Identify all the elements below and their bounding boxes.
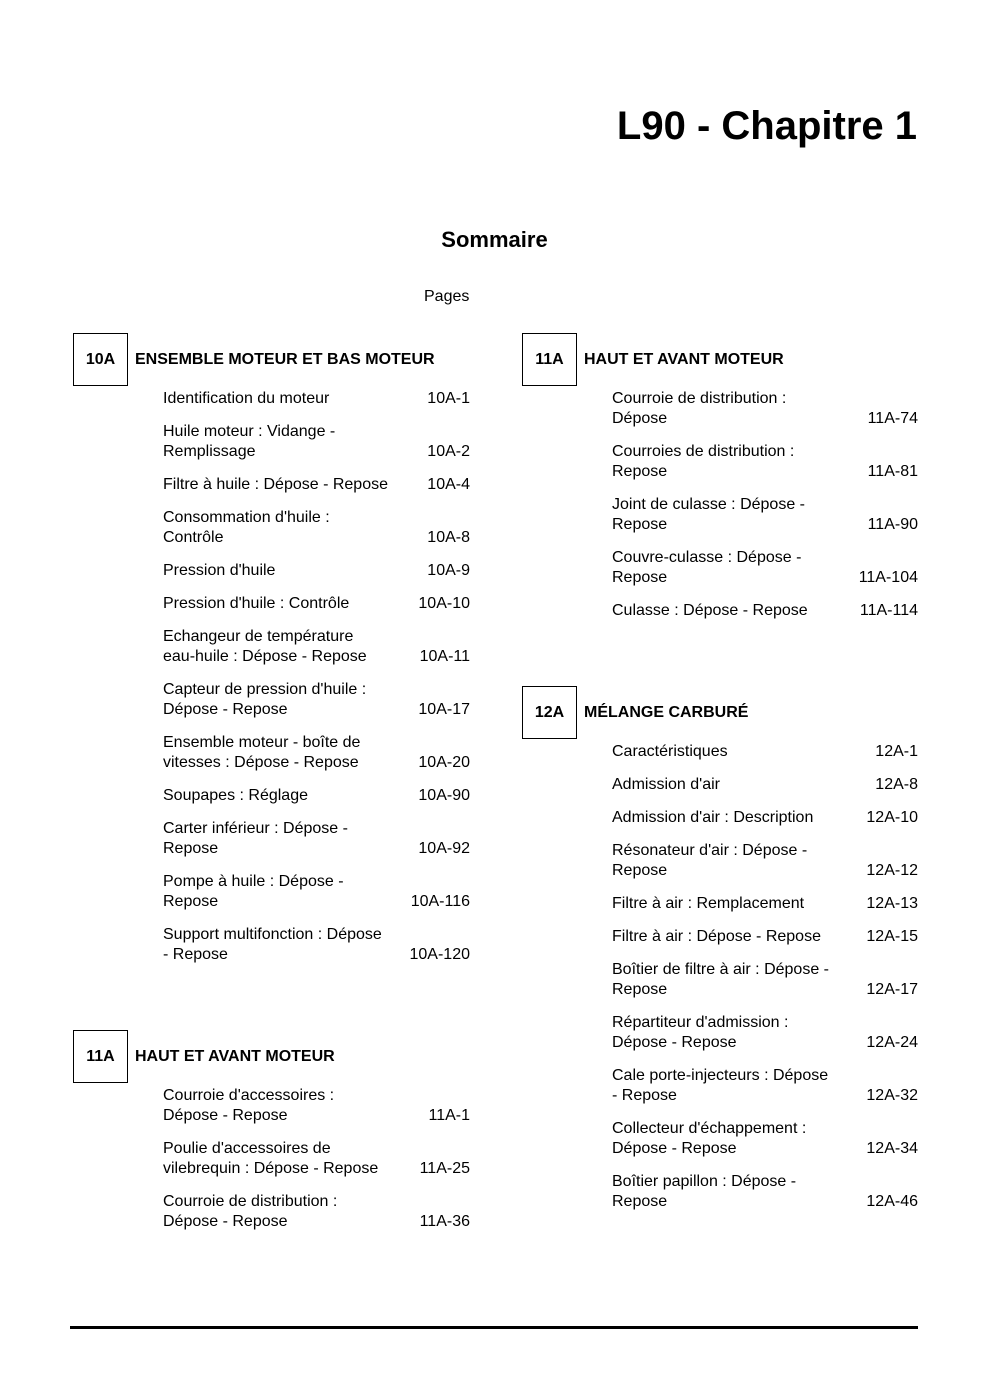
toc-entry-list bbox=[612, 386, 918, 621]
toc-entry-label: Filtre à air : Dépose - Repose bbox=[612, 928, 821, 945]
toc-entry-label: Caractéristiques bbox=[612, 743, 728, 760]
toc-entry[interactable] bbox=[163, 389, 470, 409]
toc-entry[interactable] bbox=[163, 925, 470, 965]
toc-entry[interactable] bbox=[612, 927, 918, 947]
pages-column-label: Pages bbox=[424, 288, 470, 305]
toc-entry-page: 10A-17 bbox=[418, 701, 470, 718]
section-title: ENSEMBLE MOTEUR ET BAS MOTEUR bbox=[135, 350, 435, 368]
toc-entry-page: 10A-9 bbox=[427, 562, 470, 579]
toc-entry[interactable] bbox=[612, 442, 918, 482]
toc-entry-label: Culasse : Dépose - Repose bbox=[612, 602, 808, 619]
toc-entry-label: Pompe à huile : Dépose - Repose bbox=[163, 873, 344, 910]
toc-entry[interactable] bbox=[163, 627, 470, 667]
toc-entry-page: 11A-74 bbox=[867, 410, 918, 427]
toc-entry[interactable] bbox=[612, 601, 918, 621]
toc-entry[interactable] bbox=[163, 786, 470, 806]
toc-entry[interactable] bbox=[163, 422, 470, 462]
toc-entry-list bbox=[163, 386, 470, 965]
toc-entry-page: 10A-11 bbox=[419, 648, 470, 665]
toc-entry-page: 11A-25 bbox=[419, 1160, 470, 1177]
toc-entry-list bbox=[612, 739, 918, 1212]
section-code-box: 11A bbox=[522, 333, 577, 386]
toc-entry[interactable] bbox=[612, 894, 918, 914]
section-header bbox=[73, 333, 470, 386]
toc-entry-page: 11A-90 bbox=[867, 516, 918, 533]
toc-entry[interactable] bbox=[612, 841, 918, 881]
toc-entry[interactable] bbox=[163, 475, 470, 495]
section-title: HAUT ET AVANT MOTEUR bbox=[584, 350, 784, 368]
toc-entry-page: 12A-10 bbox=[866, 809, 918, 826]
toc-entry-page: 12A-15 bbox=[866, 928, 918, 945]
toc-entry[interactable] bbox=[163, 733, 470, 773]
toc-entry-page: 10A-4 bbox=[427, 476, 470, 493]
toc-entry-page: 12A-13 bbox=[866, 895, 918, 912]
section-spacer bbox=[522, 634, 918, 686]
toc-entry-page: 11A-36 bbox=[419, 1213, 470, 1230]
toc-entry-label: Echangeur de température eau-huile : Dépose - Repose bbox=[163, 628, 367, 665]
toc-entry[interactable] bbox=[163, 680, 470, 720]
toc-entry-page: 10A-2 bbox=[427, 443, 470, 460]
toc-entry-page: 12A-17 bbox=[866, 981, 918, 998]
toc-section bbox=[522, 333, 918, 621]
toc-entry-label: Capteur de pression d'huile : Dépose - Repose bbox=[163, 681, 367, 718]
toc-entry[interactable] bbox=[163, 819, 470, 859]
toc-entry-page: 10A-120 bbox=[409, 946, 470, 963]
toc-entry[interactable] bbox=[612, 495, 918, 535]
section-code-box: 12A bbox=[522, 686, 577, 739]
toc-entry[interactable] bbox=[612, 960, 918, 1000]
toc-entry-page: 11A-104 bbox=[858, 569, 918, 586]
toc-entry-page: 12A-12 bbox=[866, 862, 918, 879]
toc-entry-label: Consommation d'huile : Contrôle bbox=[163, 509, 330, 546]
toc-entry-label: Cale porte-injecteurs : Dépose - Repose bbox=[612, 1067, 829, 1104]
toc-entry-page: 12A-8 bbox=[875, 776, 918, 793]
section-code-box: 11A bbox=[73, 1030, 128, 1083]
toc-entry-page: 11A-1 bbox=[428, 1107, 470, 1124]
toc-entry-label: Pression d'huile : Contrôle bbox=[163, 595, 350, 612]
toc-entry-label: Poulie d'accessoires de vilebrequin : Dépose - Repose bbox=[163, 1140, 379, 1177]
toc-entry-label: Courroie de distribution : Dépose - Repose bbox=[163, 1193, 338, 1230]
toc-entry[interactable] bbox=[163, 1139, 470, 1179]
toc-entry-label: Résonateur d'air : Dépose - Repose bbox=[612, 842, 808, 879]
toc-entry-page: 12A-34 bbox=[866, 1140, 918, 1157]
toc-entry-label: Ensemble moteur - boîte de vitesses : Dépose - Repose bbox=[163, 734, 361, 771]
toc-entry[interactable] bbox=[612, 742, 918, 762]
toc-entry-label: Répartiteur d'admission : Dépose - Repose bbox=[612, 1014, 789, 1051]
toc-entry-page: 10A-90 bbox=[418, 787, 470, 804]
toc-entry-page: 10A-10 bbox=[418, 595, 470, 612]
toc-entry[interactable] bbox=[163, 561, 470, 581]
toc-entry-label: Pression d'huile bbox=[163, 562, 276, 579]
toc-entry[interactable] bbox=[612, 775, 918, 795]
toc-entry-label: Couvre-culasse : Dépose - Repose bbox=[612, 549, 802, 586]
section-code-box: 10A bbox=[73, 333, 128, 386]
section-title: HAUT ET AVANT MOTEUR bbox=[135, 1047, 335, 1065]
toc-entry-label: Collecteur d'échappement : Dépose - Repose bbox=[612, 1120, 807, 1157]
toc-entry-label: Boîtier papillon : Dépose - Repose bbox=[612, 1173, 797, 1210]
toc-entry-label: Filtre à air : Remplacement bbox=[612, 895, 805, 912]
toc-entry-page: 10A-1 bbox=[427, 390, 470, 407]
toc-section bbox=[522, 686, 918, 1212]
toc-entry-page: 11A-114 bbox=[859, 602, 918, 619]
toc-entry[interactable] bbox=[612, 1119, 918, 1159]
toc-entry[interactable] bbox=[612, 548, 918, 588]
right-column bbox=[522, 333, 918, 1225]
toc-entry-page: 10A-116 bbox=[410, 893, 470, 910]
toc-entry-label: Joint de culasse : Dépose - Repose bbox=[612, 496, 805, 533]
toc-entry-page: 10A-8 bbox=[427, 529, 470, 546]
toc-entry-label: Courroie d'accessoires : Dépose - Repose bbox=[163, 1087, 335, 1124]
section-header bbox=[522, 686, 918, 739]
toc-entry[interactable] bbox=[612, 389, 918, 429]
toc-entry[interactable] bbox=[612, 808, 918, 828]
toc-entry-page: 12A-32 bbox=[866, 1087, 918, 1104]
toc-section bbox=[73, 1030, 470, 1232]
toc-entry-page: 10A-92 bbox=[418, 840, 470, 857]
toc-entry-page: 10A-20 bbox=[418, 754, 470, 771]
toc-entry[interactable] bbox=[612, 1013, 918, 1053]
section-header bbox=[73, 1030, 470, 1083]
toc-entry-page: 12A-1 bbox=[875, 743, 918, 760]
toc-entry-label: Boîtier de filtre à air : Dépose - Repose bbox=[612, 961, 829, 998]
toc-entry[interactable] bbox=[163, 872, 470, 912]
toc-entry-label: Carter inférieur : Dépose - Repose bbox=[163, 820, 348, 857]
toc-entry-label: Courroies de distribution : Repose bbox=[612, 443, 795, 480]
toc-entry[interactable] bbox=[163, 594, 470, 614]
section-header bbox=[522, 333, 918, 386]
toc-entry-label: Huile moteur : Vidange - Remplissage bbox=[163, 423, 336, 460]
toc-entry-page: 12A-46 bbox=[866, 1193, 918, 1210]
toc-entry-label: Courroie de distribution : Dépose bbox=[612, 390, 787, 427]
footer-rule bbox=[70, 1326, 918, 1329]
toc-entry[interactable] bbox=[163, 1086, 470, 1126]
toc-entry-label: Identification du moteur bbox=[163, 390, 330, 407]
section-spacer bbox=[73, 978, 470, 1030]
toc-entry-label: Support multifonction : Dépose - Repose bbox=[163, 926, 382, 963]
toc-entry[interactable] bbox=[612, 1172, 918, 1212]
toc-entry-page: 12A-24 bbox=[866, 1034, 918, 1051]
page-title: L90 - Chapitre 1 bbox=[616, 104, 917, 148]
toc-entry-label: Admission d'air bbox=[612, 776, 720, 793]
toc-entry-list bbox=[163, 1083, 470, 1232]
toc-entry-label: Admission d'air : Description bbox=[612, 809, 814, 826]
toc-entry[interactable] bbox=[163, 1192, 470, 1232]
toc-entry[interactable] bbox=[612, 1066, 918, 1106]
toc-entry-label: Filtre à huile : Dépose - Repose bbox=[163, 476, 388, 493]
summary-heading: Sommaire bbox=[441, 227, 548, 252]
left-column bbox=[73, 333, 470, 1245]
section-title: MÉLANGE CARBURÉ bbox=[584, 703, 749, 721]
toc-entry-page: 11A-81 bbox=[867, 463, 918, 480]
toc-section bbox=[73, 333, 470, 965]
toc-entry-label: Soupapes : Réglage bbox=[163, 787, 308, 804]
toc-entry[interactable] bbox=[163, 508, 470, 548]
